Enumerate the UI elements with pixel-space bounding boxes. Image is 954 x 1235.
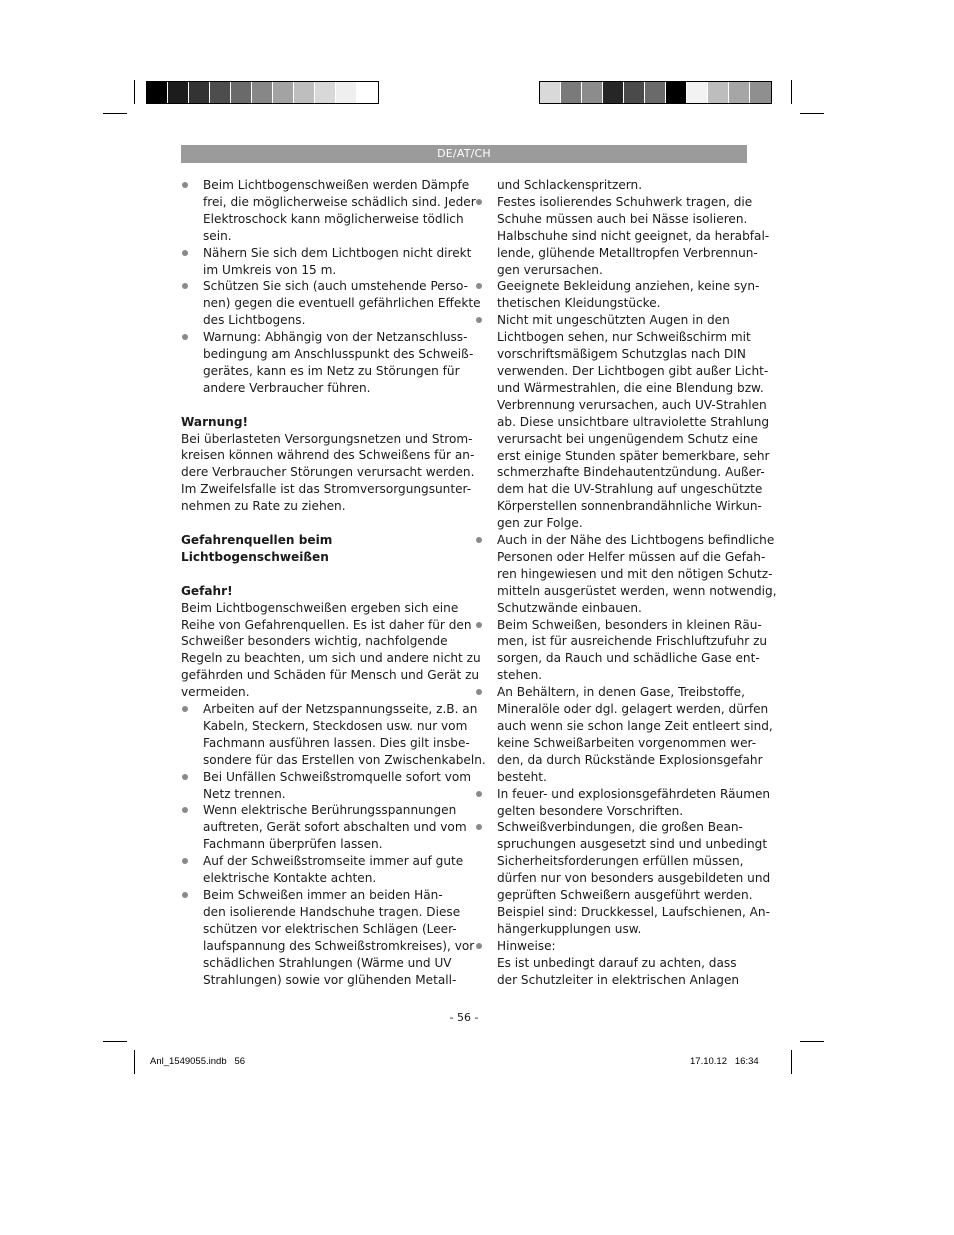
list-item-line: besteht. bbox=[497, 769, 547, 784]
list-item-line: Es ist unbedingt darauf zu achten, dass bbox=[497, 955, 737, 970]
text-line: Schweißer besonders wichtig, nachfolgende bbox=[181, 634, 448, 649]
list-item-line: andere Verbraucher führen. bbox=[203, 380, 371, 395]
list-item-line: hängerkupplungen usw. bbox=[497, 921, 642, 936]
list-item-line: Hinweise: bbox=[497, 938, 556, 953]
warning-heading: Warnung! bbox=[181, 414, 249, 429]
list-item-line: und Wärmestrahlen, die eine Blendung bzw. bbox=[497, 380, 764, 395]
list-item-line: Schutzwände einbauen. bbox=[497, 600, 642, 615]
list-item-line: nen) gegen die eventuell gefährlichen Effekte bbox=[203, 296, 481, 311]
list-item bbox=[475, 786, 771, 820]
list-item-line: bedingung am Anschlusspunkt des Schweiß- bbox=[203, 347, 474, 362]
color-swatch bbox=[708, 82, 729, 103]
color-swatch bbox=[561, 82, 582, 103]
color-swatch bbox=[729, 82, 750, 103]
color-swatch bbox=[336, 82, 357, 103]
list-item-line: erst einige Stunden später bemerkbare, sehr bbox=[497, 448, 770, 463]
list-item-line: Beispiel sind: Druckkessel, Laufschienen, An- bbox=[497, 904, 770, 919]
list-item-line: laufspannung des Schweißstromkreises), vor bbox=[203, 938, 475, 953]
text-line: gefährden und Schäden für Mensch und Gerät zu bbox=[181, 668, 480, 683]
list-item-line: schützen vor elektrischen Schlägen (Leer- bbox=[203, 921, 457, 936]
list-item-line: dem hat die UV-Strahlung auf ungeschützte bbox=[497, 482, 763, 497]
list-item-line: Nähern Sie sich dem Lichtbogen nicht direkt bbox=[203, 245, 472, 260]
list-item bbox=[181, 177, 476, 245]
crop-mark bbox=[800, 113, 824, 114]
color-swatch bbox=[147, 82, 168, 103]
list-item-line: stehen. bbox=[497, 668, 543, 683]
text-line: Beim Lichtbogenschweißen ergeben sich eine bbox=[181, 600, 459, 615]
color-swatch bbox=[666, 82, 687, 103]
color-swatch bbox=[231, 82, 252, 103]
list-item-line: Kabeln, Steckern, Steckdosen usw. nur vom bbox=[203, 718, 468, 733]
region-label: DE/AT/CH bbox=[437, 147, 491, 160]
list-item-line: verwenden. Der Lichtbogen gibt außer Licht- bbox=[497, 363, 769, 378]
list-item-line: In feuer- und explosionsgefährdeten Räumen bbox=[497, 786, 771, 801]
list-item-line: Bei Unfällen Schweißstromquelle sofort vom bbox=[203, 769, 472, 784]
list-item-line: verursacht bei ungenügendem Schutz eine bbox=[497, 431, 758, 446]
list-item-line: Fachmann überprüfen lassen. bbox=[203, 837, 383, 852]
bullet-list bbox=[181, 701, 486, 988]
danger-text bbox=[181, 600, 481, 701]
list-item-line: Körperstellen sonnenbrandähnliche Wirkun- bbox=[497, 499, 762, 514]
text-line: kreisen können während des Schweißens für an- bbox=[181, 448, 475, 463]
footer-file: Anl_1549055.indb 56 bbox=[150, 1056, 246, 1067]
right-column bbox=[475, 177, 777, 989]
list-item-line: Beim Lichtbogenschweißen werden Dämpfe bbox=[203, 178, 470, 192]
list-item-line: sondere für das Erstellen von Zwischenkabeln. bbox=[203, 752, 486, 767]
list-item-line: im Umkreis von 15 m. bbox=[203, 262, 337, 277]
color-swatch bbox=[540, 82, 561, 103]
list-item bbox=[181, 853, 464, 887]
list-item-line: gerätes, kann es im Netz zu Störungen für bbox=[203, 363, 460, 378]
text-line: Bei überlasteten Versorgungsnetzen und Strom- bbox=[181, 431, 473, 446]
list-item-line: Auf der Schweißstromseite immer auf gute bbox=[203, 854, 464, 869]
list-item-line: Halbschuhe sind nicht geeignet, da herabfal- bbox=[497, 228, 770, 243]
list-item bbox=[475, 532, 777, 617]
list-item-line: Wenn elektrische Berührungsspannungen bbox=[203, 803, 457, 818]
list-item-line: mitteln ausgerüstet werden, wenn notwendig, bbox=[497, 583, 777, 598]
list-item-line: Geeignete Bekleidung anziehen, keine syn- bbox=[497, 279, 760, 294]
color-swatch bbox=[189, 82, 210, 103]
page-number: - 56 - bbox=[449, 1011, 479, 1024]
color-swatch bbox=[294, 82, 315, 103]
list-item-line: gelten besondere Vorschriften. bbox=[497, 803, 684, 818]
color-control-bar-right bbox=[539, 81, 772, 104]
color-swatch bbox=[603, 82, 624, 103]
crop-mark bbox=[103, 113, 127, 114]
left-column bbox=[181, 177, 486, 988]
list-item-line: Mineralöle oder dgl. gelagert werden, dürfen bbox=[497, 702, 769, 717]
list-item-line: spruchungen ausgesetzt sind und unbedingt bbox=[497, 837, 768, 852]
list-item-line: Fachmann ausführen lassen. Dies gilt insbe- bbox=[203, 735, 470, 750]
list-item bbox=[475, 819, 771, 937]
color-swatch bbox=[273, 82, 294, 103]
color-control-bar-left bbox=[146, 81, 379, 104]
crop-mark bbox=[791, 80, 792, 104]
list-item-line: gen zur Folge. bbox=[497, 516, 583, 531]
color-swatch bbox=[210, 82, 231, 103]
list-item-line: keine Schweißarbeiten vorgenommen wer- bbox=[497, 735, 757, 750]
continuation-line: und Schlackenspritzern. bbox=[497, 178, 643, 192]
list-item bbox=[475, 617, 768, 685]
crop-mark bbox=[134, 1050, 135, 1074]
list-item-line: Schweißverbindungen, die großen Bean- bbox=[497, 820, 743, 835]
text-line: dere Verbraucher Störungen verursacht werden. bbox=[181, 465, 475, 480]
list-item-line: den isolierende Handschuhe tragen. Diese bbox=[203, 904, 461, 919]
list-item-line: Sicherheitsforderungen erfüllen müssen, bbox=[497, 854, 744, 869]
list-item-line: Strahlungen) sowie vor glühenden Metall- bbox=[203, 972, 457, 987]
list-item-line: lende, glühende Metalltropfen Verbrennun- bbox=[497, 245, 758, 260]
crop-mark bbox=[791, 1050, 792, 1074]
color-swatch bbox=[252, 82, 273, 103]
text-line: Im Zweifelsfalle ist das Stromversorgungsunter- bbox=[181, 482, 472, 497]
list-item-line: Schützen Sie sich (auch umstehende Perso- bbox=[203, 279, 469, 294]
color-swatch bbox=[315, 82, 336, 103]
list-item-line: gen verursachen. bbox=[497, 262, 603, 277]
color-swatch bbox=[750, 82, 771, 103]
color-swatch bbox=[357, 82, 378, 103]
list-item bbox=[475, 938, 750, 989]
color-swatch bbox=[582, 82, 603, 103]
list-item-line: Auch in der Nähe des Lichtbogens befindliche bbox=[497, 533, 775, 548]
bullet-list bbox=[475, 194, 777, 989]
color-swatch bbox=[624, 82, 645, 103]
list-item-line: Festes isolierendes Schuhwerk tragen, die bbox=[497, 194, 753, 209]
list-item-line: Personen oder Helfer müssen auf die Gefah- bbox=[497, 549, 766, 564]
list-item-line: Netz trennen. bbox=[203, 786, 286, 801]
list-item bbox=[181, 769, 472, 803]
list-item-line: sorgen, da Rauch und schädliche Gase ent- bbox=[497, 651, 760, 666]
section-heading bbox=[181, 532, 454, 566]
list-item-line: An Behältern, in denen Gase, Treibstoffe, bbox=[497, 685, 745, 700]
list-item-line: schädlichen Strahlungen (Wärme und UV bbox=[203, 955, 452, 970]
crop-mark bbox=[134, 80, 135, 104]
region-header-band bbox=[181, 145, 747, 163]
list-item-line: dürfen nur von besonders ausgebildeten und bbox=[497, 871, 771, 886]
list-item bbox=[181, 329, 474, 397]
list-item-line: der Schutzleiter in elektrischen Anlagen bbox=[497, 972, 740, 987]
list-item-line: men, ist für ausreichende Frischluftzufuhr zu bbox=[497, 634, 768, 649]
text-line: Lichtbogenschweißen bbox=[181, 549, 329, 564]
list-item-line: Beim Schweißen immer an beiden Hän- bbox=[203, 888, 443, 903]
list-item-line: Lichtbogen sehen, nur Schweißschirm mit bbox=[497, 330, 751, 345]
color-swatch bbox=[645, 82, 666, 103]
bullet-list bbox=[181, 177, 481, 397]
list-item bbox=[181, 278, 481, 329]
color-swatch bbox=[687, 82, 708, 103]
list-item bbox=[475, 312, 770, 532]
danger-heading: Gefahr! bbox=[181, 583, 233, 598]
color-swatch bbox=[168, 82, 189, 103]
warning-text bbox=[181, 431, 475, 516]
text-line: vermeiden. bbox=[181, 685, 250, 700]
list-item-line: sein. bbox=[203, 228, 232, 243]
list-item-line: auch wenn sie schon lange Zeit entleert sind, bbox=[497, 719, 773, 733]
list-item-line: schmerzhafte Bindehautentzündung. Außer- bbox=[497, 465, 765, 480]
list-item-line: Schuhe müssen auch bei Nässe isolieren. bbox=[497, 211, 748, 226]
list-item-line: auftreten, Gerät sofort abschalten und vom bbox=[203, 820, 467, 835]
list-item bbox=[181, 802, 467, 853]
list-item-line: Warnung: Abhängig von der Netzanschluss- bbox=[203, 330, 468, 345]
list-item bbox=[475, 684, 773, 785]
list-item-line: Beim Schweißen, besonders in kleinen Räu- bbox=[497, 617, 762, 632]
text-line: Regeln zu beachten, um sich und andere nicht zu bbox=[181, 651, 481, 666]
list-item-line: ab. Diese unsichtbare ultraviolette Strahlung bbox=[497, 414, 770, 429]
list-item-line: thetischen Kleidungstücke. bbox=[497, 296, 661, 311]
text-line: Reihe von Gefahrenquellen. Es ist daher für den bbox=[181, 617, 472, 632]
list-item-line: ren hingewiesen und mit den nötigen Schutz- bbox=[497, 566, 773, 581]
list-item-line: geprüften Schweißern ausgeführt werden. bbox=[497, 888, 753, 903]
list-item bbox=[181, 887, 475, 988]
crop-mark bbox=[103, 1041, 127, 1042]
list-item-line: vorschriftsmäßigem Schutzglas nach DIN bbox=[497, 347, 746, 362]
list-item bbox=[181, 245, 472, 279]
list-item bbox=[475, 194, 770, 279]
list-item-line: des Lichtbogens. bbox=[203, 313, 306, 328]
list-item-line: frei, die möglicherweise schädlich sind. Jeder bbox=[203, 194, 476, 209]
list-item-line: Verbrennung verursachen, auch UV-Strahlen bbox=[497, 397, 767, 412]
footer-timestamp: 17.10.12 16:34 bbox=[690, 1056, 759, 1067]
text-line: Gefahrenquellen beim bbox=[181, 533, 333, 547]
list-item bbox=[181, 701, 486, 769]
crop-mark bbox=[800, 1041, 824, 1042]
list-item-line: Elektroschock kann möglicherweise tödlich bbox=[203, 211, 464, 226]
list-item-line: elektrische Kontakte achten. bbox=[203, 871, 377, 886]
text-line: nehmen zu Rate zu ziehen. bbox=[181, 499, 346, 514]
list-item-line: Nicht mit ungeschützten Augen in den bbox=[497, 313, 730, 328]
list-item-line: den, da durch Rückstände Explosionsgefahr bbox=[497, 752, 763, 767]
list-item-line: Arbeiten auf der Netzspannungsseite, z.B. an bbox=[203, 702, 478, 717]
list-item bbox=[475, 278, 760, 312]
